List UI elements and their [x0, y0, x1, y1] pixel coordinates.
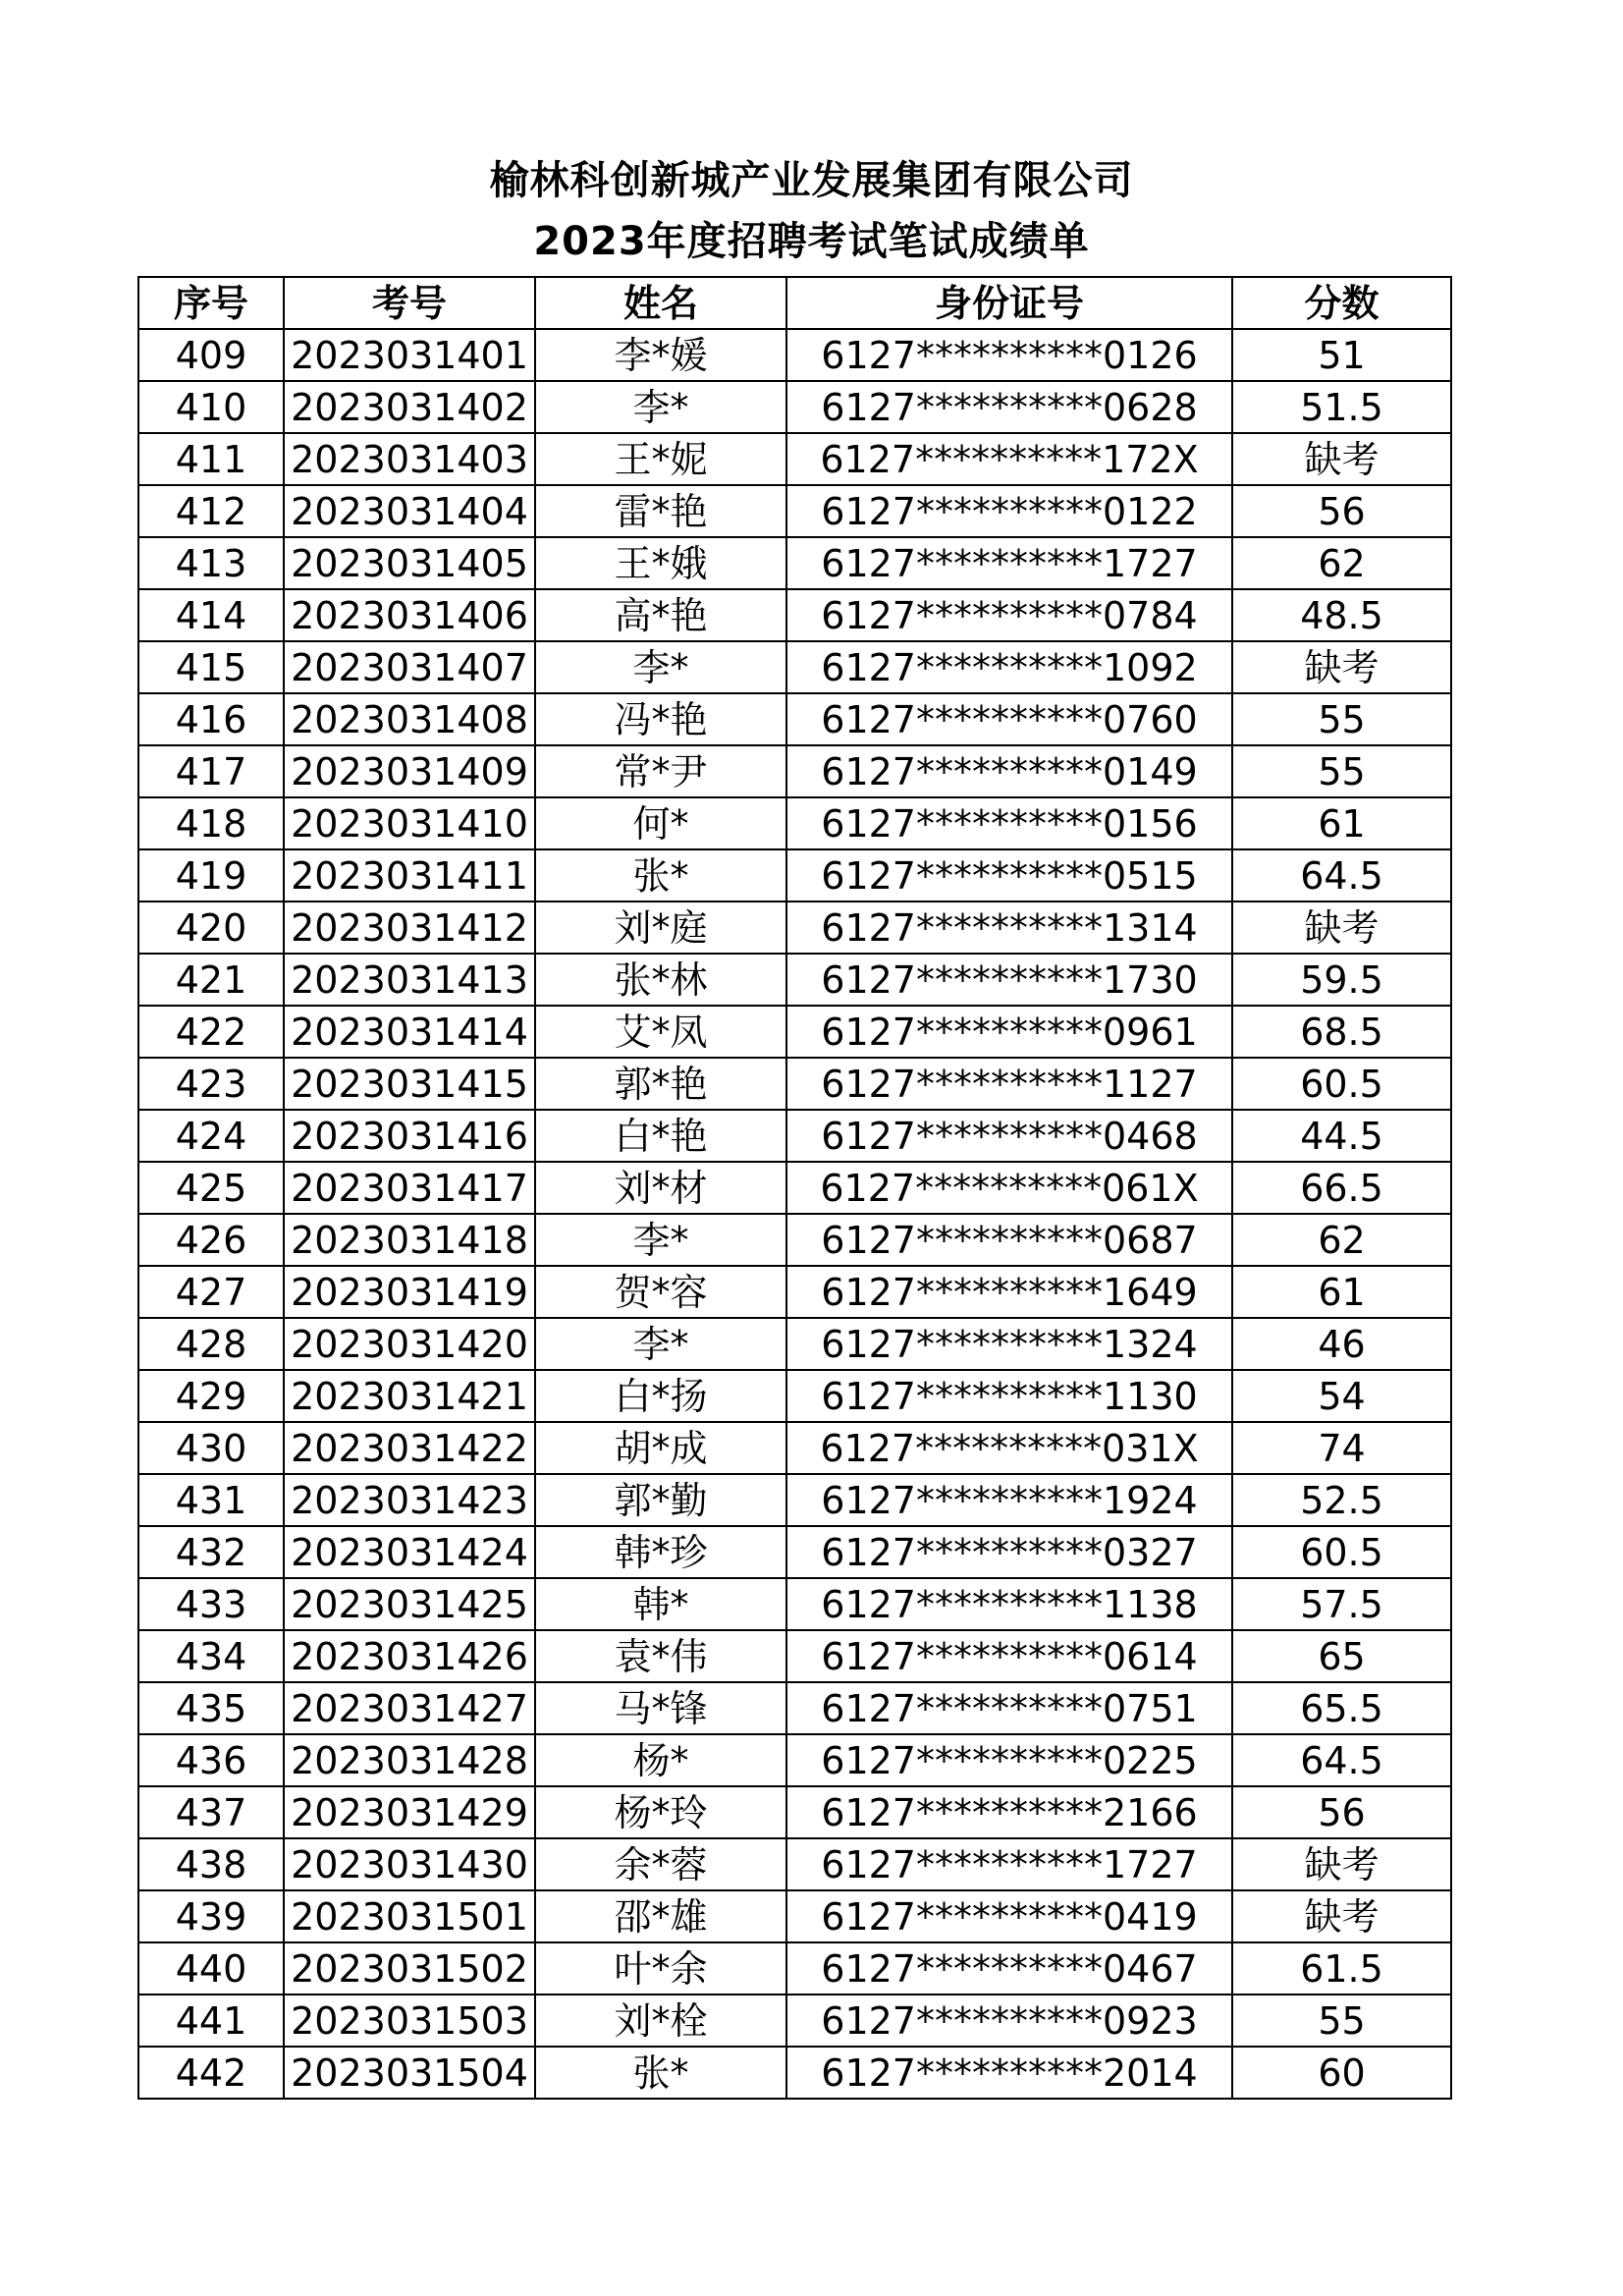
table-row [138, 1682, 1451, 1734]
cell-exam-no: 2023031424 [284, 1526, 535, 1578]
cell-score: 缺考 [1232, 1890, 1451, 1942]
score-table-body [138, 329, 1451, 2099]
cell-seq: 433 [138, 1578, 284, 1630]
table-row [138, 1006, 1451, 1058]
cell-exam-no: 2023031401 [284, 329, 535, 381]
table-row [138, 954, 1451, 1006]
cell-id-no: 6127**********0751 [786, 1682, 1232, 1734]
cell-seq: 411 [138, 433, 284, 485]
table-row [138, 797, 1451, 849]
cell-score: 60.5 [1232, 1058, 1451, 1110]
cell-name: 杨* [535, 1734, 786, 1786]
cell-id-no: 6127**********1727 [786, 1838, 1232, 1890]
table-row [138, 1838, 1451, 1890]
table-row [138, 485, 1451, 537]
cell-id-no: 6127**********0156 [786, 797, 1232, 849]
cell-name: 叶*余 [535, 1942, 786, 1995]
cell-exam-no: 2023031408 [284, 693, 535, 745]
cell-seq: 413 [138, 537, 284, 589]
table-row [138, 2047, 1451, 2099]
cell-score: 51 [1232, 329, 1451, 381]
cell-seq: 442 [138, 2047, 284, 2099]
cell-exam-no: 2023031419 [284, 1266, 535, 1318]
cell-score: 64.5 [1232, 849, 1451, 902]
cell-exam-no: 2023031412 [284, 902, 535, 954]
cell-score: 54 [1232, 1370, 1451, 1422]
cell-exam-no: 2023031406 [284, 589, 535, 641]
cell-score: 62 [1232, 1214, 1451, 1266]
cell-exam-no: 2023031427 [284, 1682, 535, 1734]
table-row [138, 1630, 1451, 1682]
cell-seq: 409 [138, 329, 284, 381]
cell-id-no: 6127**********0515 [786, 849, 1232, 902]
cell-seq: 419 [138, 849, 284, 902]
cell-exam-no: 2023031410 [284, 797, 535, 849]
cell-seq: 426 [138, 1214, 284, 1266]
cell-name: 马*锋 [535, 1682, 786, 1734]
cell-id-no: 6127**********1324 [786, 1318, 1232, 1370]
document-subtitle: 2023年度招聘考试笔试成绩单 [533, 219, 1090, 264]
cell-exam-no: 2023031503 [284, 1995, 535, 2047]
table-row [138, 1266, 1451, 1318]
cell-seq: 425 [138, 1162, 284, 1214]
cell-seq: 428 [138, 1318, 284, 1370]
cell-name: 贺*容 [535, 1266, 786, 1318]
cell-id-no: 6127**********061X [786, 1162, 1232, 1214]
cell-seq: 414 [138, 589, 284, 641]
cell-score: 55 [1232, 1995, 1451, 2047]
cell-exam-no: 2023031417 [284, 1162, 535, 1214]
cell-id-no: 6127**********1649 [786, 1266, 1232, 1318]
cell-exam-no: 2023031422 [284, 1422, 535, 1474]
cell-seq: 440 [138, 1942, 284, 1995]
cell-seq: 424 [138, 1110, 284, 1162]
cell-name: 雷*艳 [535, 485, 786, 537]
cell-name: 白*扬 [535, 1370, 786, 1422]
cell-seq: 427 [138, 1266, 284, 1318]
cell-name: 胡*成 [535, 1422, 786, 1474]
table-row [138, 1578, 1451, 1630]
cell-id-no: 6127**********0126 [786, 329, 1232, 381]
cell-score: 61 [1232, 1266, 1451, 1318]
cell-name: 韩* [535, 1578, 786, 1630]
cell-name: 李* [535, 381, 786, 433]
cell-seq: 431 [138, 1474, 284, 1526]
cell-name: 张* [535, 849, 786, 902]
table-row [138, 1526, 1451, 1578]
cell-id-no: 6127**********0225 [786, 1734, 1232, 1786]
cell-score: 65.5 [1232, 1682, 1451, 1734]
cell-id-no: 6127**********0614 [786, 1630, 1232, 1682]
cell-id-no: 6127**********1924 [786, 1474, 1232, 1526]
cell-id-no: 6127**********0468 [786, 1110, 1232, 1162]
table-row [138, 693, 1451, 745]
cell-id-no: 6127**********0923 [786, 1995, 1232, 2047]
cell-exam-no: 2023031502 [284, 1942, 535, 1995]
cell-name: 刘*庭 [535, 902, 786, 954]
table-row [138, 589, 1451, 641]
cell-id-no: 6127**********0122 [786, 485, 1232, 537]
cell-seq: 434 [138, 1630, 284, 1682]
cell-name: 常*尹 [535, 745, 786, 797]
cell-seq: 441 [138, 1995, 284, 2047]
table-row [138, 381, 1451, 433]
cell-score: 60 [1232, 2047, 1451, 2099]
cell-score: 68.5 [1232, 1006, 1451, 1058]
cell-name: 艾*凤 [535, 1006, 786, 1058]
cell-score: 66.5 [1232, 1162, 1451, 1214]
table-row [138, 1734, 1451, 1786]
cell-seq: 418 [138, 797, 284, 849]
cell-score: 44.5 [1232, 1110, 1451, 1162]
cell-score: 56 [1232, 1786, 1451, 1838]
cell-score: 缺考 [1232, 902, 1451, 954]
cell-name: 袁*伟 [535, 1630, 786, 1682]
cell-id-no: 6127**********2166 [786, 1786, 1232, 1838]
cell-name: 李* [535, 641, 786, 693]
table-row [138, 537, 1451, 589]
cell-exam-no: 2023031411 [284, 849, 535, 902]
cell-seq: 429 [138, 1370, 284, 1422]
cell-exam-no: 2023031402 [284, 381, 535, 433]
cell-seq: 432 [138, 1526, 284, 1578]
header-score: 分数 [1232, 277, 1451, 329]
table-row [138, 1786, 1451, 1838]
cell-exam-no: 2023031403 [284, 433, 535, 485]
cell-name: 邵*雄 [535, 1890, 786, 1942]
cell-exam-no: 2023031418 [284, 1214, 535, 1266]
cell-score: 51.5 [1232, 381, 1451, 433]
score-table [137, 276, 1452, 2100]
cell-score: 46 [1232, 1318, 1451, 1370]
cell-id-no: 6127**********031X [786, 1422, 1232, 1474]
cell-seq: 421 [138, 954, 284, 1006]
cell-name: 李*媛 [535, 329, 786, 381]
table-row [138, 1890, 1451, 1942]
cell-name: 张*林 [535, 954, 786, 1006]
cell-seq: 439 [138, 1890, 284, 1942]
header-exam-no: 考号 [284, 277, 535, 329]
cell-name: 张* [535, 2047, 786, 2099]
cell-score: 缺考 [1232, 433, 1451, 485]
table-row [138, 1162, 1451, 1214]
cell-seq: 437 [138, 1786, 284, 1838]
cell-score: 57.5 [1232, 1578, 1451, 1630]
cell-exam-no: 2023031429 [284, 1786, 535, 1838]
cell-exam-no: 2023031405 [284, 537, 535, 589]
cell-score: 59.5 [1232, 954, 1451, 1006]
cell-name: 王*妮 [535, 433, 786, 485]
cell-score: 56 [1232, 485, 1451, 537]
cell-id-no: 6127**********0467 [786, 1942, 1232, 1995]
cell-name: 王*娥 [535, 537, 786, 589]
cell-name: 李* [535, 1318, 786, 1370]
cell-seq: 430 [138, 1422, 284, 1474]
cell-seq: 412 [138, 485, 284, 537]
table-row [138, 433, 1451, 485]
cell-score: 缺考 [1232, 1838, 1451, 1890]
cell-seq: 416 [138, 693, 284, 745]
document-title: 榆林科创新城产业发展集团有限公司 [489, 158, 1134, 203]
cell-exam-no: 2023031404 [284, 485, 535, 537]
table-row [138, 1942, 1451, 1995]
cell-id-no: 6127**********1727 [786, 537, 1232, 589]
cell-id-no: 6127**********0327 [786, 1526, 1232, 1578]
cell-score: 65 [1232, 1630, 1451, 1682]
table-row [138, 902, 1451, 954]
cell-seq: 420 [138, 902, 284, 954]
table-row [138, 1995, 1451, 2047]
table-row [138, 1422, 1451, 1474]
cell-exam-no: 2023031413 [284, 954, 535, 1006]
cell-score: 缺考 [1232, 641, 1451, 693]
cell-name: 杨*玲 [535, 1786, 786, 1838]
cell-name: 冯*艳 [535, 693, 786, 745]
cell-id-no: 6127**********1092 [786, 641, 1232, 693]
header-seq: 序号 [138, 277, 284, 329]
table-row [138, 641, 1451, 693]
cell-id-no: 6127**********0961 [786, 1006, 1232, 1058]
cell-exam-no: 2023031425 [284, 1578, 535, 1630]
header-id-no: 身份证号 [786, 277, 1232, 329]
cell-seq: 415 [138, 641, 284, 693]
cell-id-no: 6127**********1730 [786, 954, 1232, 1006]
cell-id-no: 6127**********1127 [786, 1058, 1232, 1110]
cell-seq: 436 [138, 1734, 284, 1786]
cell-name: 李* [535, 1214, 786, 1266]
cell-id-no: 6127**********2014 [786, 2047, 1232, 2099]
cell-name: 何* [535, 797, 786, 849]
cell-exam-no: 2023031421 [284, 1370, 535, 1422]
cell-exam-no: 2023031409 [284, 745, 535, 797]
cell-exam-no: 2023031504 [284, 2047, 535, 2099]
cell-exam-no: 2023031415 [284, 1058, 535, 1110]
table-row [138, 1110, 1451, 1162]
table-row [138, 329, 1451, 381]
cell-name: 白*艳 [535, 1110, 786, 1162]
cell-seq: 410 [138, 381, 284, 433]
cell-score: 52.5 [1232, 1474, 1451, 1526]
cell-score: 55 [1232, 745, 1451, 797]
cell-exam-no: 2023031430 [284, 1838, 535, 1890]
cell-score: 60.5 [1232, 1526, 1451, 1578]
cell-seq: 438 [138, 1838, 284, 1890]
cell-id-no: 6127**********1138 [786, 1578, 1232, 1630]
cell-id-no: 6127**********0760 [786, 693, 1232, 745]
cell-name: 余*蓉 [535, 1838, 786, 1890]
cell-name: 郭*勤 [535, 1474, 786, 1526]
cell-name: 韩*珍 [535, 1526, 786, 1578]
cell-seq: 423 [138, 1058, 284, 1110]
cell-id-no: 6127**********0784 [786, 589, 1232, 641]
cell-exam-no: 2023031426 [284, 1630, 535, 1682]
cell-id-no: 6127**********0628 [786, 381, 1232, 433]
cell-score: 55 [1232, 693, 1451, 745]
cell-exam-no: 2023031428 [284, 1734, 535, 1786]
cell-id-no: 6127**********0419 [786, 1890, 1232, 1942]
cell-exam-no: 2023031420 [284, 1318, 535, 1370]
header-name: 姓名 [535, 277, 786, 329]
cell-id-no: 6127**********1130 [786, 1370, 1232, 1422]
table-row [138, 1370, 1451, 1422]
cell-name: 高*艳 [535, 589, 786, 641]
cell-exam-no: 2023031501 [284, 1890, 535, 1942]
table-row [138, 1058, 1451, 1110]
header-row [138, 277, 1451, 329]
table-row [138, 1214, 1451, 1266]
cell-name: 郭*艳 [535, 1058, 786, 1110]
cell-id-no: 6127**********0687 [786, 1214, 1232, 1266]
table-row [138, 849, 1451, 902]
cell-id-no: 6127**********1314 [786, 902, 1232, 954]
cell-score: 61.5 [1232, 1942, 1451, 1995]
cell-exam-no: 2023031407 [284, 641, 535, 693]
cell-seq: 422 [138, 1006, 284, 1058]
cell-name: 刘*材 [535, 1162, 786, 1214]
cell-id-no: 6127**********0149 [786, 745, 1232, 797]
cell-score: 61 [1232, 797, 1451, 849]
cell-score: 74 [1232, 1422, 1451, 1474]
cell-score: 48.5 [1232, 589, 1451, 641]
table-row [138, 745, 1451, 797]
cell-name: 刘*栓 [535, 1995, 786, 2047]
cell-score: 64.5 [1232, 1734, 1451, 1786]
cell-exam-no: 2023031414 [284, 1006, 535, 1058]
score-table-header [138, 277, 1451, 329]
table-row [138, 1318, 1451, 1370]
cell-exam-no: 2023031423 [284, 1474, 535, 1526]
table-row [138, 1474, 1451, 1526]
cell-seq: 435 [138, 1682, 284, 1734]
cell-id-no: 6127**********172X [786, 433, 1232, 485]
cell-exam-no: 2023031416 [284, 1110, 535, 1162]
cell-score: 62 [1232, 537, 1451, 589]
cell-seq: 417 [138, 745, 284, 797]
